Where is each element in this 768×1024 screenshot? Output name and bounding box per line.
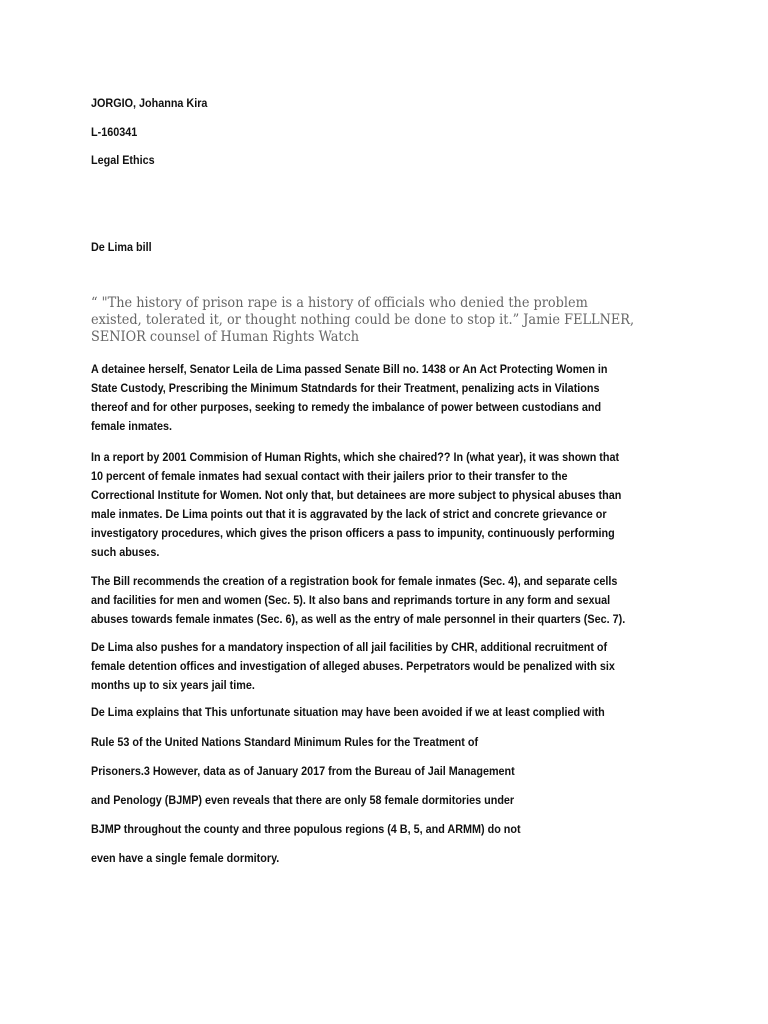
paragraph-line: In a report by 2001 Commision of Human Rights, which she chaired?? In (what year), it was shown that xyxy=(91,450,620,464)
paragraph-line: A detainee herself, Senator Leila de Lima passed Senate Bill no. 1438 or An Act Protecting Women in xyxy=(91,362,608,376)
student-id: L-160341 xyxy=(91,125,138,139)
spaced-line: Rule 53 of the United Nations Standard Minimum Rules for the Treatment of xyxy=(91,735,479,749)
paragraph-line: State Custody, Prescribing the Minimum Statndards for their Treatment, penalizing acts in Vilations xyxy=(91,381,600,395)
spaced-line: Prisoners.3 However, data as of January 2017 from the Bureau of Jail Management xyxy=(91,764,515,778)
spaced-line: even have a single female dormitory. xyxy=(91,851,280,865)
paragraph-line: abuses towards female inmates (Sec. 6), as well as the entry of male personnel in their quarters (Sec. 7). xyxy=(91,612,626,626)
document-title: De Lima bill xyxy=(91,240,152,254)
spaced-line: BJMP throughout the county and three populous regions (4 B, 5, and ARMM) do not xyxy=(91,822,521,836)
paragraph-line: thereof and for other purposes, seeking to remedy the imbalance of power between custodians and xyxy=(91,400,602,414)
author-name: JORGIO, Johanna Kira xyxy=(91,96,208,110)
paragraph-line: 10 percent of female inmates had sexual contact with their jailers prior to their transfer to the xyxy=(91,469,568,483)
opening-quote xyxy=(91,295,643,346)
paragraph-report xyxy=(91,448,680,562)
paragraph-line: such abuses. xyxy=(91,545,160,559)
paragraph-intro xyxy=(91,360,665,436)
quote-line: SENIOR counsel of Human Rights Watch xyxy=(91,329,360,345)
paragraph-line: months up to six years jail time. xyxy=(91,678,255,692)
quote-line: existed, tolerated it, or thought nothing could be done to stop it.” Jamie FELLNER, xyxy=(91,312,635,328)
paragraph-line: De Lima also pushes for a mandatory inspection of all jail facilities by CHR, additional recruitment of xyxy=(91,640,608,654)
paragraph-line: and facilities for men and women (Sec. 5). It also bans and reprimands torture in any form and sexual xyxy=(91,593,611,607)
paragraph-line: Correctional Institute for Women. Not only that, but detainees are more subject to physical abuses than xyxy=(91,488,622,502)
paragraph-line: female detention offices and investigation of alleged abuses. Perpetrators would be penalized with six xyxy=(91,659,615,673)
spaced-line: De Lima explains that This unfortunate situation may have been avoided if we at least complied with xyxy=(91,705,605,719)
paragraph-line: investigatory procedures, which gives the prison officers a pass to impunity, continuously performing xyxy=(91,526,615,540)
spaced-line: and Penology (BJMP) even reveals that there are only 58 female dormitories under xyxy=(91,793,515,807)
paragraph-line: female inmates. xyxy=(91,419,173,433)
course-subject: Legal Ethics xyxy=(91,153,155,167)
paragraph-line: male inmates. De Lima points out that it is aggravated by the lack of strict and concrete grievance or xyxy=(91,507,607,521)
paragraph-recommendations xyxy=(91,572,685,629)
quote-line: “ "The history of prison rape is a history of officials who denied the problem xyxy=(91,295,588,311)
paragraph-inspection xyxy=(91,638,673,695)
paragraph-line: The Bill recommends the creation of a registration book for female inmates (Sec. 4), and separate cells xyxy=(91,574,618,588)
